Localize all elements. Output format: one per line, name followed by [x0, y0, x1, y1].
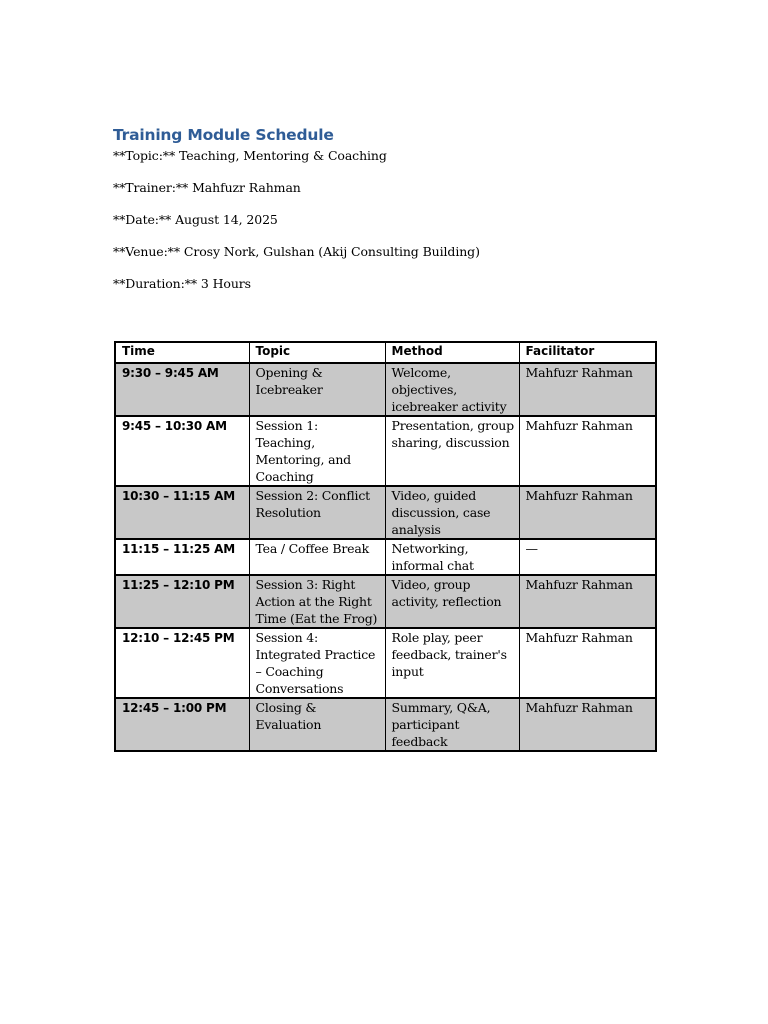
table-row: [115, 486, 656, 539]
cell-topic: Session 2: Conflict Resolution: [249, 486, 385, 539]
cell-method: Role play, peer feedback, trainer's input: [385, 628, 519, 698]
header-time: Time: [115, 342, 249, 363]
cell-topic: Session 4: Integrated Practice – Coaching Conversations: [249, 628, 385, 698]
table-row: [115, 628, 656, 698]
cell-time: 11:15 – 11:25 AM: [115, 539, 249, 575]
cell-method: Welcome, objectives, icebreaker activity: [385, 363, 519, 416]
cell-facilitator: —: [519, 539, 656, 575]
schedule-table: [114, 341, 657, 752]
meta-date: **Date:** August 14, 2025: [113, 212, 278, 227]
table-header-row: [115, 342, 656, 363]
cell-facilitator: Mahfuzr Rahman: [519, 416, 656, 486]
table-row: [115, 698, 656, 751]
cell-method: Networking, informal chat: [385, 539, 519, 575]
cell-time: 10:30 – 11:15 AM: [115, 486, 249, 539]
cell-topic: Closing & Evaluation: [249, 698, 385, 751]
cell-time: 11:25 – 12:10 PM: [115, 575, 249, 628]
cell-facilitator: Mahfuzr Rahman: [519, 628, 656, 698]
cell-facilitator: Mahfuzr Rahman: [519, 486, 656, 539]
cell-topic: Tea / Coffee Break: [249, 539, 385, 575]
cell-facilitator: Mahfuzr Rahman: [519, 363, 656, 416]
cell-time: 9:30 – 9:45 AM: [115, 363, 249, 416]
cell-time: 9:45 – 10:30 AM: [115, 416, 249, 486]
meta-duration: **Duration:** 3 Hours: [113, 276, 251, 291]
cell-method: Summary, Q&A, participant feedback: [385, 698, 519, 751]
meta-topic: **Topic:** Teaching, Mentoring & Coaching: [113, 148, 387, 163]
header-topic: Topic: [249, 342, 385, 363]
cell-method: Video, guided discussion, case analysis: [385, 486, 519, 539]
cell-time: 12:45 – 1:00 PM: [115, 698, 249, 751]
meta-venue: **Venue:** Crosy Nork, Gulshan (Akij Consulting Building): [113, 244, 480, 259]
page-title: Training Module Schedule: [113, 126, 334, 144]
table-row: [115, 363, 656, 416]
cell-method: Video, group activity, reflection: [385, 575, 519, 628]
cell-topic: Session 1: Teaching, Mentoring, and Coaching: [249, 416, 385, 486]
header-facilitator: Facilitator: [519, 342, 656, 363]
table-row: [115, 575, 656, 628]
cell-time: 12:10 – 12:45 PM: [115, 628, 249, 698]
document-body: [113, 124, 658, 308]
meta-trainer: **Trainer:** Mahfuzr Rahman: [113, 180, 301, 195]
cell-facilitator: Mahfuzr Rahman: [519, 575, 656, 628]
header-method: Method: [385, 342, 519, 363]
cell-facilitator: Mahfuzr Rahman: [519, 698, 656, 751]
table-row: [115, 539, 656, 575]
cell-topic: Session 3: Right Action at the Right Time (Eat the Frog): [249, 575, 385, 628]
table-row: [115, 416, 656, 486]
cell-topic: Opening & Icebreaker: [249, 363, 385, 416]
cell-method: Presentation, group sharing, discussion: [385, 416, 519, 486]
